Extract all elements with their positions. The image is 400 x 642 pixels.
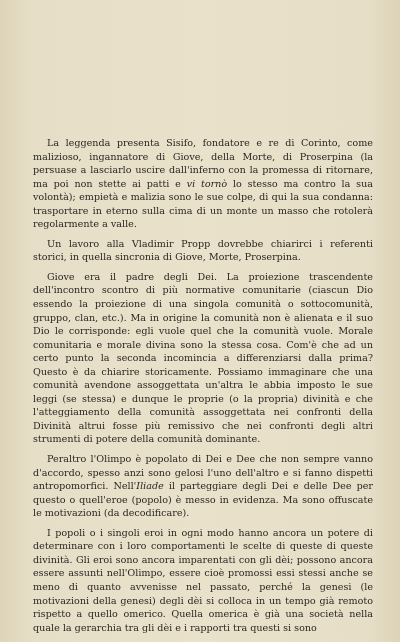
paragraph-3: [33, 271, 373, 447]
paragraph-5: [33, 527, 373, 635]
text-segment: Un lavoro alla Vladimir Propp dovrebbe chiarirci i referenti storici, in quella sincronia di Giove, Morte, Proserpina.: [33, 238, 373, 264]
paragraph-1: [33, 137, 373, 232]
paragraph-2: [33, 238, 373, 265]
italic-segment: vi tornò: [186, 178, 228, 190]
text-segment: Peraltro l'Olimpo è popolato di Dei e Dee che non sempre vanno d'accordo, spesso anzi sono gelosi l'uno dell'altro e si fanno dispetti antropomorfici. Nell': [33, 454, 373, 493]
text-segment: La leggenda presenta Sisifo, fondatore e re di Corinto, come malizioso, ingannatore di Giove, della Morte, di Proserpina (la persuase a lasciarlo uscire dall'inferno con la promessa di ritornare, ma poi non stette ai patti e: [33, 138, 373, 190]
text-segment: I popoli o i singoli eroi in ogni modo hanno ancora un potere di determinare con i loro comportamenti le scelte di queste di queste divinità. Gli eroi sono ancora imparentati con gli dèi; possono ancora essere assunti nell'Olimpo, essere cioè promossi essi stessi anche se meno di quanto avvenisse nel passato, perché la genesi (le motivazioni della genesi) degli dèi si colloca in un tempo già remoto rispetto a quello omerico. Quella omerica è già una società nella quale la gerarchia tra gli dèi e i rapporti tra questi si sono: [33, 527, 373, 634]
text-segment: lo stesso ma contro la sua volontà); empietà e malizia sono le sue colpe, di qui la sua condanna: trasportare in eterno sulla cima di un monte un masso che rotolerà regolarmente a valle.: [33, 178, 373, 231]
body-text: [33, 137, 373, 635]
italic-segment: Iliade: [136, 481, 164, 493]
paragraph-4: [33, 453, 373, 521]
text-segment: il parteggiare degli Dei e delle Dee per questo o quell'eroe (popolo) è messo in evidenza. Ma sono offuscate le motivazioni (da decodificare).: [33, 481, 373, 520]
text-segment: Giove era il padre degli Dei. La proiezione trascendente dell'incontro scontro di più normative comunitarie (ciascun Dio essendo la proiezione di una singola comunità o sottocomunità, gruppo, clan, etc.). Ma in origine la comunità non è alienata e il suo Dio le corrisponde: egli vuole quel che la comunità vuole. Morale comunitaria e morale divina sono la stessa cosa. Com'è che ad un certo punto la seconda incomincia a differenziarsi dalla prima? Questo è da chiarire storicamente. Possiamo immaginare che una comunità avendone assoggettata un'altra le abbia imposto le sue leggi (se stessa) e dunque le proprie (o la propria) divinità e che l'atteggiamento della comunità assoggettata nei confronti della Divinità altrui fosse più remissivo che nei confronti degli altri strumenti di potere della comunità dominante.: [33, 271, 373, 446]
